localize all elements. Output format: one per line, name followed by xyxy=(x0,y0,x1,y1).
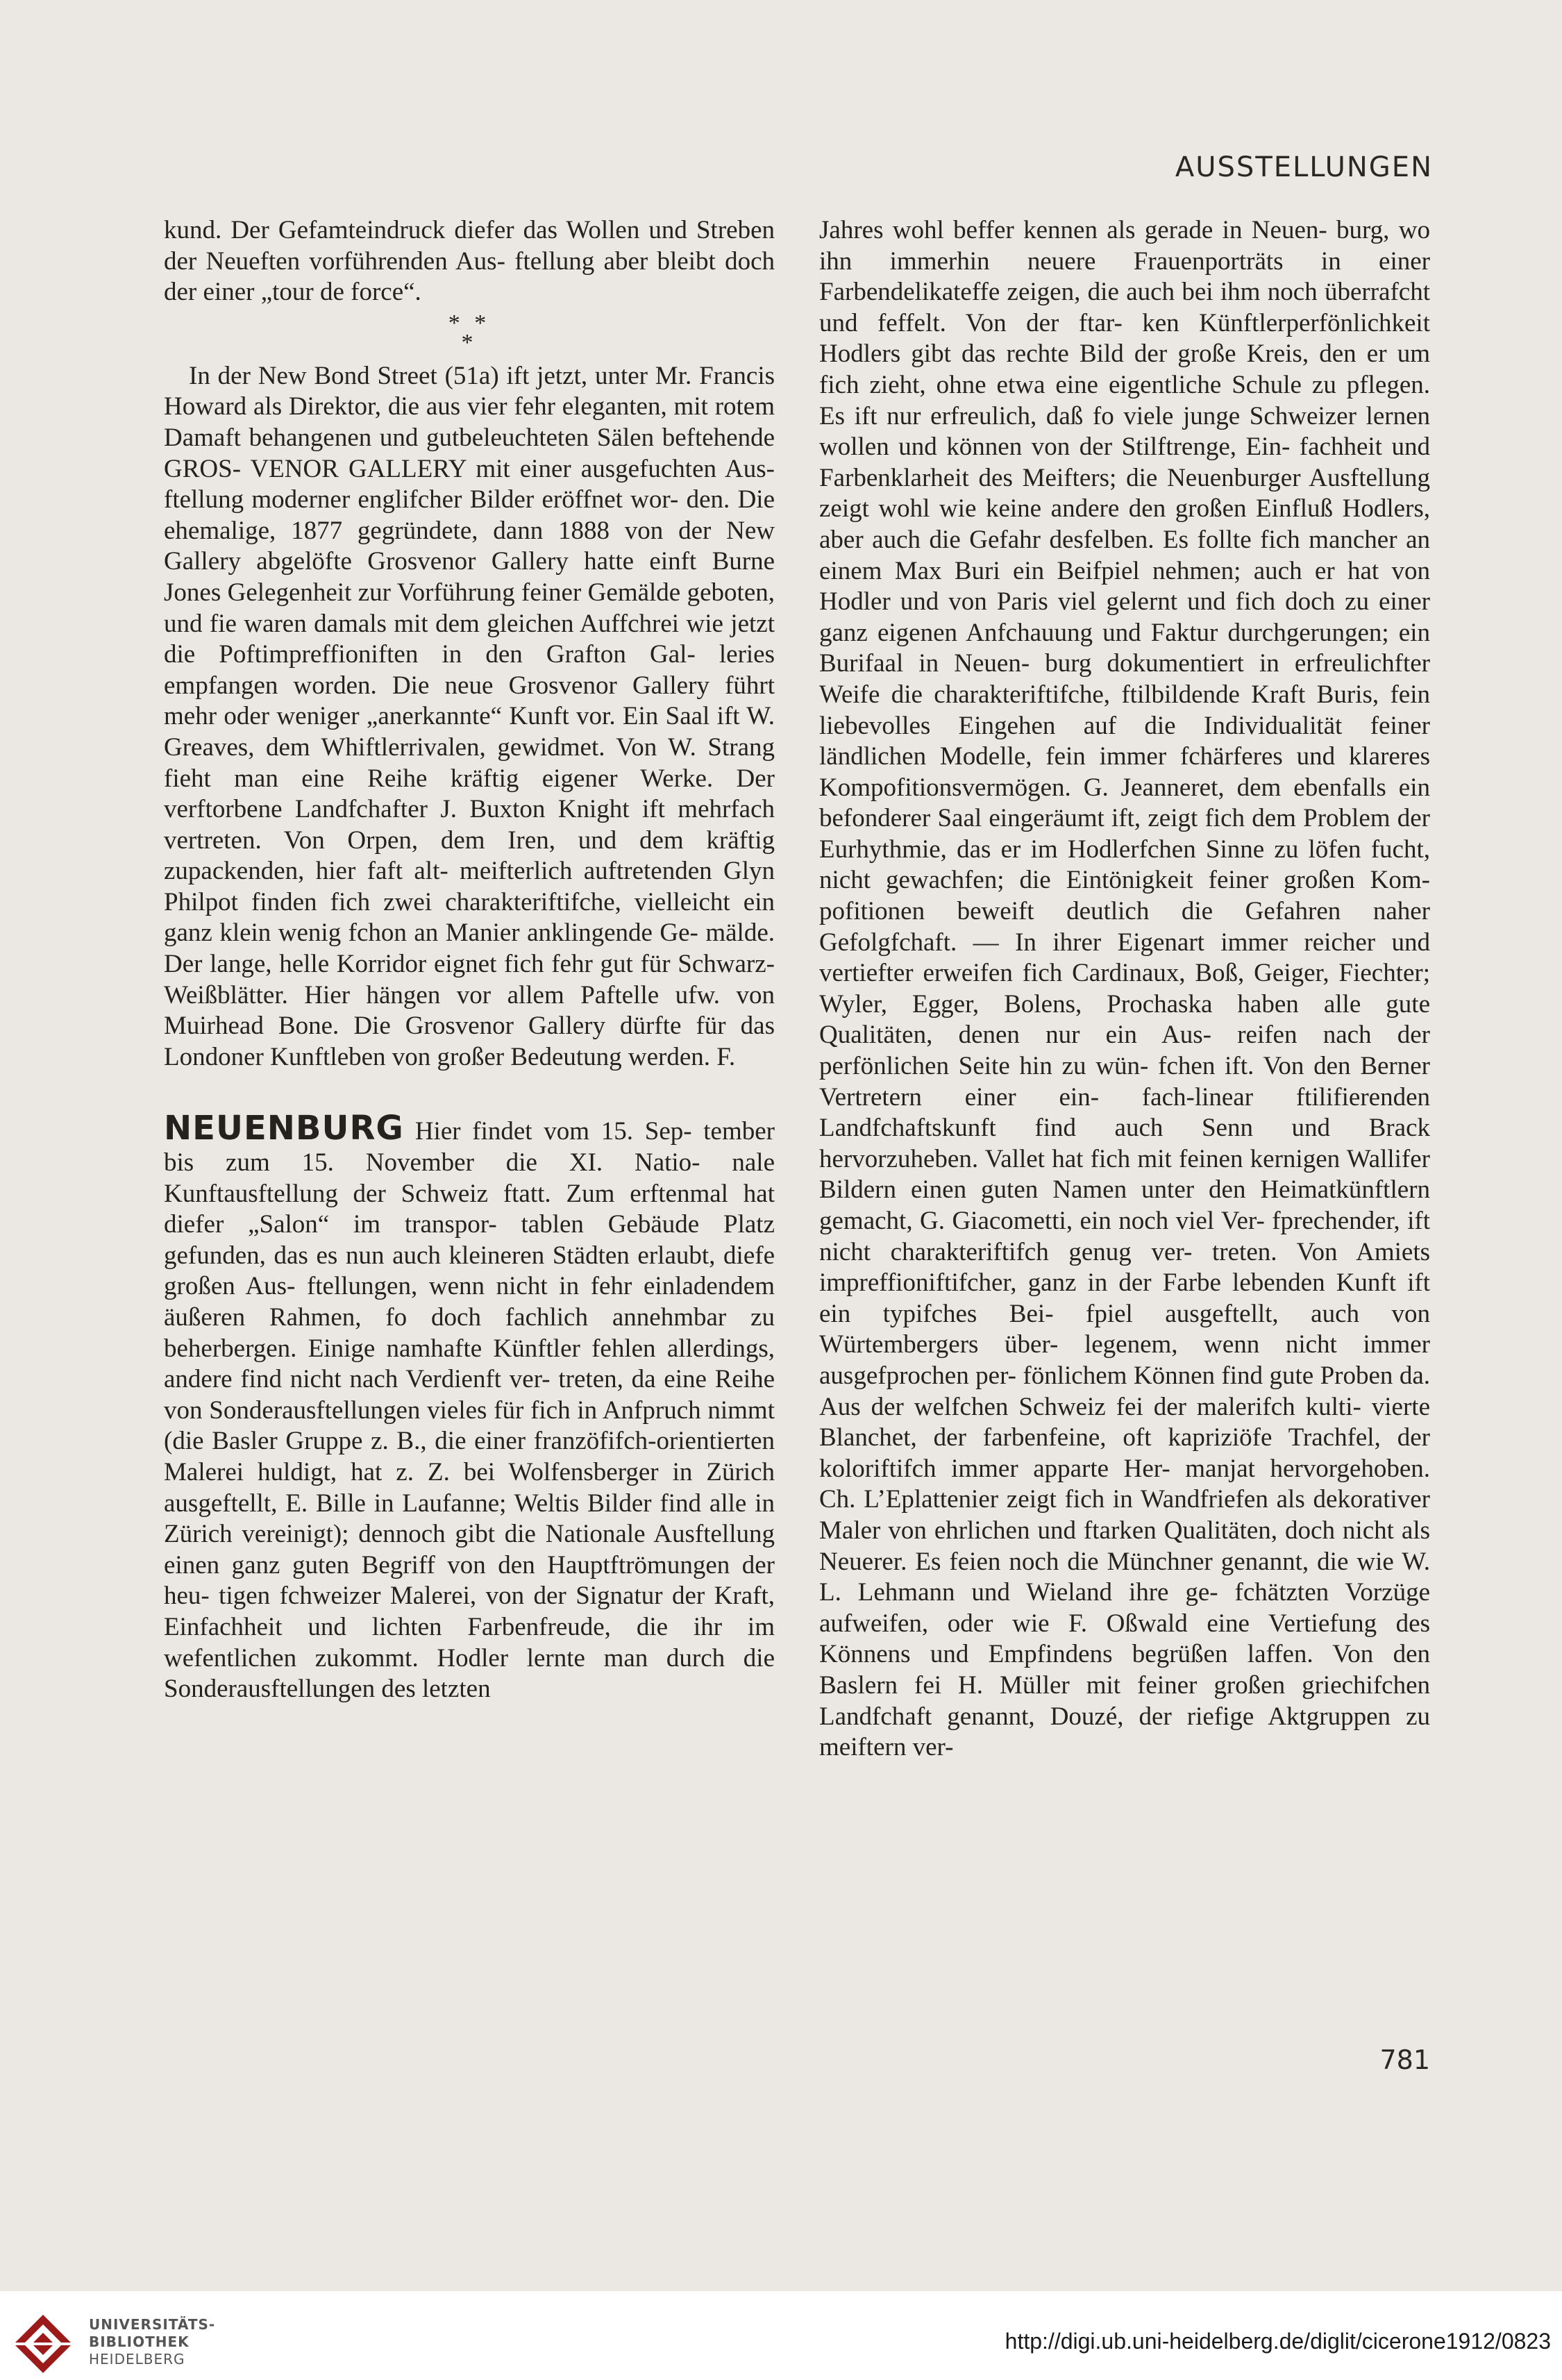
library-line-3: HEIDELBERG xyxy=(89,2351,185,2368)
footer-bar xyxy=(0,2291,1562,2380)
running-head: AUSSTELLUNGEN xyxy=(1175,151,1433,183)
library-name xyxy=(89,2316,215,2368)
right-column xyxy=(819,215,1430,1763)
left-paragraph-1: kund. Der Gefamteindruck diefer das Wollen und Streben der Neueften vorführenden Aus- ftellung aber bleibt doch der einer „tour de force“. xyxy=(164,216,775,307)
section-gap xyxy=(164,1073,775,1113)
source-url-link[interactable]: http://digi.ub.uni-heidelberg.de/diglit/cicerone1912/0823 xyxy=(1005,2329,1551,2354)
right-paragraph-1: Jahres wohl beffer kennen als gerade in Neuen- burg, wo ihn immerhin neuere Frauenporträts in einer Farbendelikateffe zeigen, die auch bei ihm noch überrafcht und feffelt. Von der ftar- ken Künftlerperfönlichkeit Hodlers gibt das rechte Bild der große Kreis, den er um fich zieht, ohne etwa eine eigentliche Schule zu pflegen. Es ift nur erfreulich, daß fo viele junge Schweizer lernen wollen und können von der Stilftrenge, Ein- fachheit und Farbenklarheit des Meifters; die Neuenburger Ausftellung zeigt wohl wie keine andere den großen Einfluß Hodlers, aber auch die Gefahr desfelben. Es follte fich mancher an einem Max Buri ein Beifpiel nehmen; auch er hat von Hodler und von Paris viel gelernt und fich doch zu einer ganz eigenen Anfchauung und Faktur durchgerungen; ein Burifaal in Neuen- burg dokumentiert in erfreulichfter Weife die charakteriftifche, ftilbildende Kraft Buris, fein liebevolles Eingehen auf die Individualität feiner ländlichen Modelle, fein immer fchärferes und klareres Kompofitionsvermögen. G. Jeanneret, dem ebenfalls ein befonderer Saal eingeräumt ift, zeigt fich dem Problem der Eurhythmie, das er im Hodlerfchen Sinne zu löfen fucht, nicht gewachfen; die Eintönigkeit feiner großen Kom- pofitionen beweift deutlich die Gefahren naher Gefolgfchaft. — In ihrer Eigenart immer reicher und vertiefter erweifen fich Cardinaux, Boß, Geiger, Fiechter; Wyler, Egger, Bolens, Prochaska haben alle gute Qualitäten, denen nur ein Aus- reifen nach der perfönlichen Seite hin zu wün- fchen ift. Von den Berner Vertretern einer ein- fach-linear ftilifierenden Landfchaftskunft find auch Senn und Brack hervorzuheben. Vallet hat fich mit feinen kernigen Wallifer Bildern einen guten Namen unter den Heimatkünftlern gemacht, G. Giacometti, ein noch viel Ver- fprechender, ift nicht charakteriftifch genug ver- treten. Von Amiets impreffioniftifcher, ganz in der Farbe lebenden Kunft ift ein typifches Bei- fpiel ausgeftellt, auch von Würtembergers über- legenem, wenn nicht immer ausgefprochen per- fönlichem Können find gute Proben da. Aus der welfchen Schweiz fei der malerifch kulti- vierte Blanchet, der farbenfeine, oft kapriziöfe Trachfel, der koloriftifch immer apparte Her- manjat hervorgehoben. Ch. L’Eplattenier zeigt fich in Wandfriefen als dekorativer Maler von ehrlichen und ftarken Qualitäten, doch nicht als Neuerer. Es feien noch die Münchner genannt, die wie W. L. Lehmann und Wieland ihre ge- fchätzten Vorzüge aufweifen, oder wie F. Oßwald eine Vertiefung des Könnens und Empfindens begrüßen laffen. Von den Baslern fei H. Müller mit feiner großen griechifchen Landfchaft genannt, Douzé, der riefige Aktgruppen zu meiftern ver- xyxy=(819,216,1430,1762)
section-heading: NEUENBURG xyxy=(164,1109,404,1148)
university-library-logo-icon xyxy=(11,2312,75,2376)
library-line-1: UNIVERSITÄTS- xyxy=(89,2316,216,2333)
left-paragraph-neuenburg xyxy=(164,1109,775,1704)
library-line-2: BIBLIOTHEK xyxy=(89,2333,190,2350)
stars-top: * * xyxy=(448,310,491,336)
section-divider-stars xyxy=(164,310,775,355)
page-number: 781 xyxy=(1379,2045,1430,2075)
left-paragraph-grosvenor: In der New Bond Street (51a) ift jetzt, unter Mr. Francis Howard als Direktor, die aus vier fehr eleganten, mit rotem Damaft behangenen und gutbeleuchteten Sälen beftehende GROS- VENOR GALLERY mit einer ausgefuchten Aus- ftellung moderner englifcher Bilder eröffnet wor- den. Die ehemalige, 1877 gegründete, dann 1888 von der New Gallery abgelöfte Grosvenor Gallery hatte einft Burne Jones Gelegenheit zur Vorführung feiner Gemälde geboten, und fie waren damals mit dem gleichen Auffchrei wie jetzt die Poftimpreffioniften in den Grafton Gal- leries empfangen worden. Die neue Grosvenor Gallery führt mehr oder weniger „anerkannte“ Kunft vor. Ein Saal ift W. Greaves, dem Whiftlerrivalen, gewidmet. Von W. Strang fieht man eine Reihe kräftig eigener Werke. Der verftorbene Landfchafter J. Buxton Knight ift mehrfach vertreten. Von Orpen, dem Iren, und dem kräftig zupackenden, hier faft alt- meifterlich auftretenden Glyn Philpot finden fich zwei charakteriftifche, vielleicht ein ganz klein wenig fchon an Manier anklingende Ge- mälde. Der lange, helle Korridor eignet fich fehr gut für Schwarz-Weißblätter. Hier hängen vor allem Paftelle ufw. von Muirhead Bone. Die Grosvenor Gallery dürfte für das Londoner Kunftleben von großer Bedeutung werden. F. xyxy=(164,361,775,1071)
left-column xyxy=(164,215,775,1705)
neuenburg-text: Hier findet vom 15. Sep- tember bis zum 15. November die XI. Natio- nale Kunftausftellung der Schweiz ftatt. Zum erftenmal hat diefer „Salon“ im transpor- tablen Gebäude Platz gefunden, das es nun auch kleineren Städten erlaubt, diefe großen Aus- ftellungen, wenn nicht in fehr einladendem äußeren Rahmen, fo doch fachlich annehmbar zu beherbergen. Einige namhafte Künftler fehlen allerdings, andere find nicht nach Verdienft ver- treten, da eine Reihe von Sonderausftellungen vieles für fich in Anfpruch nimmt (die Basler Gruppe z. B., die einer franzöfifch-orientierten Malerei huldigt, hat z. Z. bei Wolfensberger in Zürich ausgeftellt, E. Bille in Laufanne; Weltis Bilder find alle in Zürich vereinigt); dennoch gibt die Nationale Ausftellung einen ganz guten Begriff von den Hauptftrömungen der heu- tigen fchweizer Malerei, von der Signatur der Kraft, Einfachheit und lichten Farbenfreude, die ihr im wefentlichen zukommt. Hodler lernte man durch die Sonderausftellungen des letzten xyxy=(164,1117,775,1704)
stars-bottom: * xyxy=(461,329,478,355)
